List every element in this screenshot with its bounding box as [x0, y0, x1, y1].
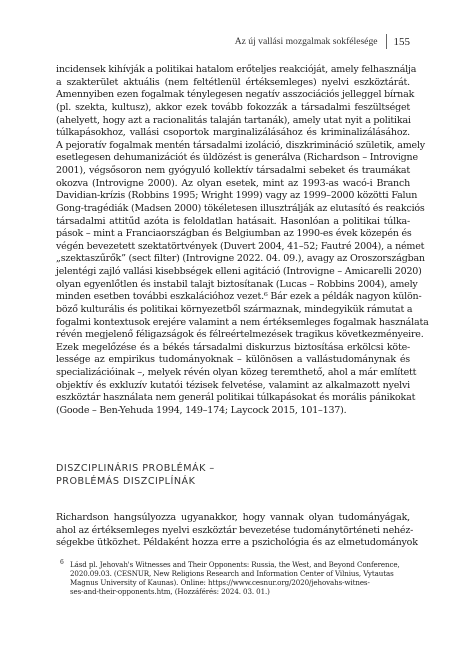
text-line: (Goode – Ben-Yehuda 1994, 149–174; Laycock 2015, 101–137). — [56, 404, 347, 416]
text-line: böző kulturális és politikai környezetből származnak, mindegyikük rámutat a — [56, 303, 413, 315]
text-line: (pl. szekta, kultusz), akkor ezek tovább fokozzák a társadalmi feszültséget — [56, 101, 410, 113]
text-line: Magnus University of Kaunas). Online: https://www.cesnur.org/2020/jehovahs-witnes- — [70, 578, 370, 588]
section-heading-line: DISZCIPLINÁRIS PROBLÉMÁK – — [56, 463, 215, 474]
text-line: Gong-tragédiák (Madsen 2000) tökéletesen illusztrálják az elutasító és reakciós — [56, 202, 425, 214]
section-heading — [56, 462, 215, 488]
text-line: 2020.09.03. (CESNUR, New Religions Research and Information Center of Vilnius, Vytautas — [70, 569, 394, 579]
text-line: specializációinak –, melyek révén olyan közeg teremthető, ahol a már említett — [56, 367, 417, 378]
text-line: „szektaszűrők” (sect filter) (Introvigne 2022. 04. 09.), avagy az Oroszországban — [56, 253, 425, 265]
text-line: 2001), végsősoron nem gyógyuló kollektív társadalmi sebeket és traumákat — [56, 165, 410, 176]
text-line: A pejoratív fogalmak mentén társadalmi izoláció, diszkrimináció születik, amely — [56, 139, 425, 151]
running-header — [235, 34, 410, 49]
section-body-text — [56, 512, 418, 550]
text-line: fogalmi kontextusok erejére valamint a nem értéksemleges fogalmak használata — [56, 316, 429, 328]
text-line: révén megjelenő féligazságok és félreértelmezések tragikus következményeire. — [56, 329, 424, 341]
page-number: 155 — [393, 35, 410, 48]
text-line: okozva (Introvigne 2000). Az olyan esetek, mint az 1993-as wacó-i Branch — [56, 177, 410, 189]
section-heading-line: PROBLÉMÁS DISZCIPLÍNÁK — [56, 476, 196, 487]
body-text — [56, 64, 429, 418]
text-line: incidensek kihívják a politikai hatalom erőteljes reakcióját, amely felhasználja — [56, 64, 417, 75]
footnote-mark: 6 — [60, 559, 64, 566]
text-line: társadalmi attitűd azóta is feloldatlan hatásait. Hasonlóan a politikai túlka- — [56, 215, 410, 227]
text-line: minden esetben további eszkalációhoz vezet.⁶ Bár ezek a példák nagyon külön- — [56, 291, 422, 303]
text-line: ses-and-their-opponents.htm, (Hozzáférés: 2024. 03. 01.) — [70, 587, 270, 597]
text-line: a szakterület aktuális (nem feltétlenül értéksemleges) nyelvi eszköztárát. — [56, 76, 410, 88]
text-line: ségekbe ütközhet. Példaként hozza erre a pszichológia és az elmetudományok — [56, 537, 418, 549]
text-line: eszköztár használata nem generál politikai túlkapásokat és morális pánikokat — [56, 392, 416, 404]
text-line: Davidian-krízis (Robbins 1995; Wright 1999) vagy az 1999–2000 közötti Falun — [56, 190, 418, 202]
text-line: (ahelyett, hogy azt a racionalitás talaján tartanák), amely utat nyit a politikai — [56, 114, 411, 126]
text-line: objektív és exkluzív kutatói tézisek felvetése, valamint az alkalmazott nyelvi — [56, 379, 410, 391]
text-line: pások – mint a Franciaországban és Belgiumban az 1990-es évek közepén és — [56, 228, 412, 240]
text-line: Lásd pl. Jehovah's Witnesses and Their Opponents: Russia, the West, and Beyond Conference, — [70, 560, 400, 569]
text-line: ahol az értéksemleges nyelvi eszköztár bevezetése tudománytörténeti nehéz- — [56, 524, 414, 536]
text-line: esetlegesen dehumanizációt és üldözést is generálva (Richardson – Introvigne — [56, 152, 418, 164]
running-header-title: Az új vallási mozgalmak sokfélesége — [234, 36, 378, 47]
text-line: olyan egyenlőtlen és instabil talajt biztosítanak (Lucas – Robbins 2004), amely — [56, 278, 418, 290]
text-line: túlkapásokhoz, vallási csoportok marginalizálásához és kriminalizálásához. — [56, 127, 410, 139]
text-line: jelentégi zajló vallási kisebbségek elleni agitáció (Introvigne – Amicarelli 2020) — [56, 266, 422, 277]
header-divider — [386, 34, 387, 49]
text-line: Amennyiben ezen fogalmak ténylegesen negatív asszociációs jelleggel bírnak — [56, 89, 415, 101]
text-line: lessége az empirikus tudományoknak – különösen a vallástudománynak és — [56, 354, 410, 366]
text-line: Richardson hangsúlyozza ugyanakkor, hogy vannak olyan tudományágak, — [56, 512, 410, 523]
text-line: végén bevezetett szektatörtvények (Duvert 2004, 41–52; Fautré 2004), a német — [56, 240, 425, 252]
footnote — [70, 560, 410, 596]
text-line: Ezek megelőzése és a békés társadalmi diskurzus biztosítása erkölcsi köte- — [56, 341, 410, 353]
